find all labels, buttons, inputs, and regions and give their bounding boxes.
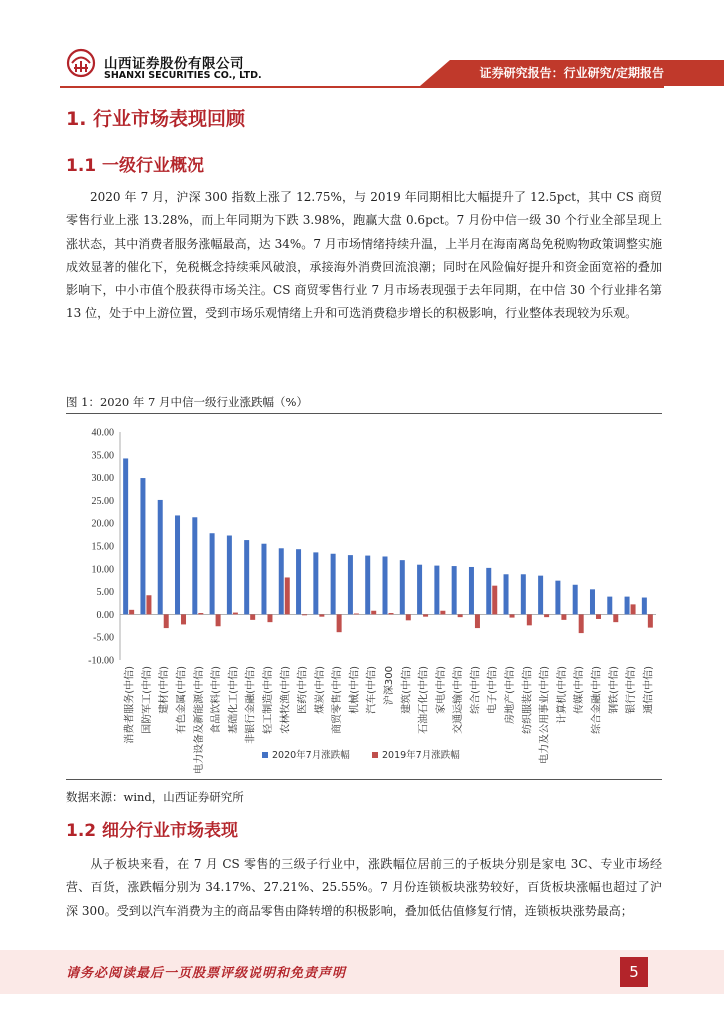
x-category-label: 房地产(中信) (505, 666, 517, 724)
bar-2020 (521, 574, 526, 614)
bar-2020 (590, 589, 595, 614)
x-category-label: 国防军工(中信) (141, 666, 153, 734)
bar-2019 (423, 614, 428, 616)
bar-2019 (198, 613, 203, 614)
y-tick-label: 20.00 (91, 518, 114, 530)
bar-2019 (510, 614, 515, 617)
bar-2020 (261, 544, 266, 615)
bar-2019 (250, 614, 255, 619)
bar-2019 (146, 595, 151, 614)
figure-rule-bottom (66, 779, 662, 780)
bar-2020 (469, 567, 474, 614)
bar-2020 (210, 533, 215, 614)
y-tick-label: 10.00 (91, 564, 114, 576)
x-category-label: 轻工制造(中信) (262, 666, 274, 734)
paragraph-overview (66, 186, 662, 326)
section-heading: 1. 行业市场表现回顾 (66, 108, 246, 130)
y-tick-label: -5.00 (93, 632, 114, 644)
paragraph-text: 从子板块来看，在 7 月 CS 零售的三级子行业中，涨跌幅位居前三的子板块分别是家电 3C、专业市场经营、百货，涨跌幅分别为 34.17%、27.21%、25.55%。7 月份连锁板块涨势较好，百货板块涨幅也超过了沪深 300。受到以汽车消费为主的商品零售由降转增的积极影响，叠加低估值修复行情，连锁板块涨势最高； (66, 857, 662, 918)
x-category-label: 银行(中信) (626, 666, 638, 714)
y-tick-label: -10.00 (88, 655, 114, 667)
x-category-label: 交通运输(中信) (453, 666, 465, 734)
company-name-en: SHANXI SECURITIES CO., LTD. (104, 70, 262, 81)
x-category-label: 电力及公用事业(中信) (539, 666, 551, 764)
x-category-label: 医药(中信) (297, 666, 309, 714)
bar-2020 (279, 548, 284, 614)
bar-2019 (561, 614, 566, 619)
bar-2020 (296, 549, 301, 614)
bar-2019 (492, 586, 497, 615)
company-name-cn: 山西证券股份有限公司 (104, 56, 244, 72)
bar-2019 (544, 614, 549, 617)
bar-2020 (625, 597, 630, 615)
y-tick-label: 35.00 (91, 450, 114, 462)
x-category-label: 电力设备及新能源(中信) (193, 666, 205, 774)
y-tick-label: 30.00 (91, 473, 114, 485)
bar-2019 (406, 614, 411, 620)
bar-2020 (607, 597, 612, 615)
bar-2019 (389, 613, 394, 614)
x-category-label: 家电(中信) (435, 666, 447, 714)
y-tick-label: 25.00 (91, 495, 114, 507)
bar-2020 (313, 552, 318, 614)
industry-change-bar-chart (66, 414, 662, 778)
x-category-label: 电子(中信) (487, 666, 499, 714)
bar-2020 (417, 565, 422, 615)
bar-2019 (579, 614, 584, 633)
bar-2020 (175, 515, 180, 614)
bar-2019 (527, 614, 532, 625)
bar-2019 (354, 613, 359, 614)
bar-2020 (383, 556, 388, 614)
x-category-label: 汽车(中信) (366, 666, 378, 714)
x-category-label: 纺织服装(中信) (522, 666, 534, 734)
x-category-label: 建材(中信) (159, 666, 171, 714)
x-category-label: 建筑(中信) (401, 666, 413, 714)
y-tick-label: 40.00 (91, 427, 114, 439)
bar-2019 (648, 614, 653, 627)
figure-source: 数据来源：wind，山西证券研究所 (66, 790, 244, 804)
header-rule (60, 86, 664, 88)
bar-2019 (458, 614, 463, 617)
bar-2019 (337, 614, 342, 632)
bar-2020 (642, 598, 647, 615)
x-category-label: 传媒(中信) (574, 666, 586, 714)
x-category-label: 煤炭(中信) (314, 666, 326, 714)
bar-2020 (348, 555, 353, 614)
company-logo-icon (66, 48, 96, 78)
bar-2019 (233, 613, 238, 615)
bar-2019 (475, 614, 480, 628)
x-category-label: 消费者服务(中信) (124, 666, 136, 744)
paragraph-text: 2020 年 7 月，沪深 300 指数上涨了 12.75%，与 2019 年同期相比大幅提升了 12.5pct，其中 CS 商贸零售行业上涨 13.28%，而上年同期为下跌 3.98%，跑赢大盘 0.6pct。7 月份中信一级 30 个行业全部呈现上涨状态，其中消费者服务涨幅最高，达 34%。7 月市场情绪持续升温，上半月在海南离岛免税购物政策调整实施成效显著的催化下，免税概念持续乘风破浪，承接海外消费回流浪潮；同时在风险偏好提升和资金面宽裕的叠加影响下，中小市值个股获得市场关注。CS 商贸零售行业 7 月市场表现强于去年同期，在中信 30 个行业排名第 13 位，处于中上游位置，受到市场乐观情绪上升和可选消费稳步增长的积极影响，行业整体表现较为乐观。 (66, 190, 662, 321)
bar-2019 (129, 610, 134, 615)
bar-2019 (285, 577, 290, 614)
paragraph-subindustry (66, 853, 662, 923)
bar-2020 (244, 540, 249, 614)
x-category-label: 机械(中信) (349, 666, 361, 714)
x-category-label: 商贸零售(中信) (332, 666, 344, 734)
bar-2019 (267, 614, 272, 622)
x-category-label: 沪深300 (384, 666, 395, 706)
bar-2020 (573, 585, 578, 615)
bar-2020 (452, 566, 457, 614)
bar-2020 (140, 478, 145, 614)
subsection-heading: 1.1 一级行业概况 (66, 156, 205, 176)
report-type: 证券研究报告：行业研究/定期报告 (479, 66, 664, 80)
x-category-label: 计算机(中信) (556, 666, 568, 724)
bar-2020 (538, 576, 543, 615)
bar-2020 (158, 500, 163, 614)
x-category-label: 食品饮料(中信) (211, 666, 223, 734)
bar-2019 (181, 614, 186, 624)
x-category-label: 非银行金融(中信) (245, 666, 257, 744)
x-category-label: 综合(中信) (470, 666, 482, 714)
bar-2020 (555, 581, 560, 615)
x-category-label: 钢铁(中信) (608, 666, 620, 714)
bar-2020 (331, 554, 336, 615)
bar-2019 (164, 614, 169, 628)
bar-2019 (371, 611, 376, 615)
bar-2019 (216, 614, 221, 626)
x-category-label: 农林牧渔(中信) (280, 666, 292, 734)
bar-2019 (302, 614, 307, 615)
page-header (0, 0, 724, 92)
x-category-label: 基础化工(中信) (228, 666, 240, 734)
y-tick-label: 5.00 (96, 587, 114, 599)
bar-2019 (440, 611, 445, 615)
bar-2020 (365, 556, 370, 615)
bar-2020 (227, 536, 232, 615)
page-number: 5 (620, 957, 648, 987)
bar-2019 (319, 614, 324, 616)
x-category-label: 通信(中信) (643, 666, 655, 714)
legend-swatch-2019 (372, 752, 378, 758)
bar-2019 (596, 614, 601, 619)
bar-2019 (631, 604, 636, 614)
legend-label-2019: 2019年7月涨跌幅 (382, 750, 460, 761)
bar-2020 (504, 574, 509, 614)
bar-2020 (400, 560, 405, 614)
legend-swatch-2020 (262, 752, 268, 758)
legend-label-2020: 2020年7月涨跌幅 (272, 750, 350, 761)
bar-2020 (434, 566, 439, 615)
subsection-heading: 1.2 细分行业市场表现 (66, 821, 239, 841)
bar-2020 (192, 517, 197, 614)
footer-disclaimer: 请务必阅读最后一页股票评级说明和免责声明 (66, 966, 347, 981)
x-category-label: 综合金融(中信) (591, 666, 603, 734)
bar-2019 (613, 614, 618, 622)
bar-2020 (123, 458, 128, 614)
x-category-label: 石油石化(中信) (418, 666, 430, 734)
x-category-label: 有色金属(中信) (176, 666, 188, 734)
bar-2020 (486, 568, 491, 615)
y-tick-label: 15.00 (91, 541, 114, 553)
y-tick-label: 0.00 (96, 609, 114, 621)
figure-title: 图 1：2020 年 7 月中信一级行业涨跌幅（%） (66, 395, 308, 409)
